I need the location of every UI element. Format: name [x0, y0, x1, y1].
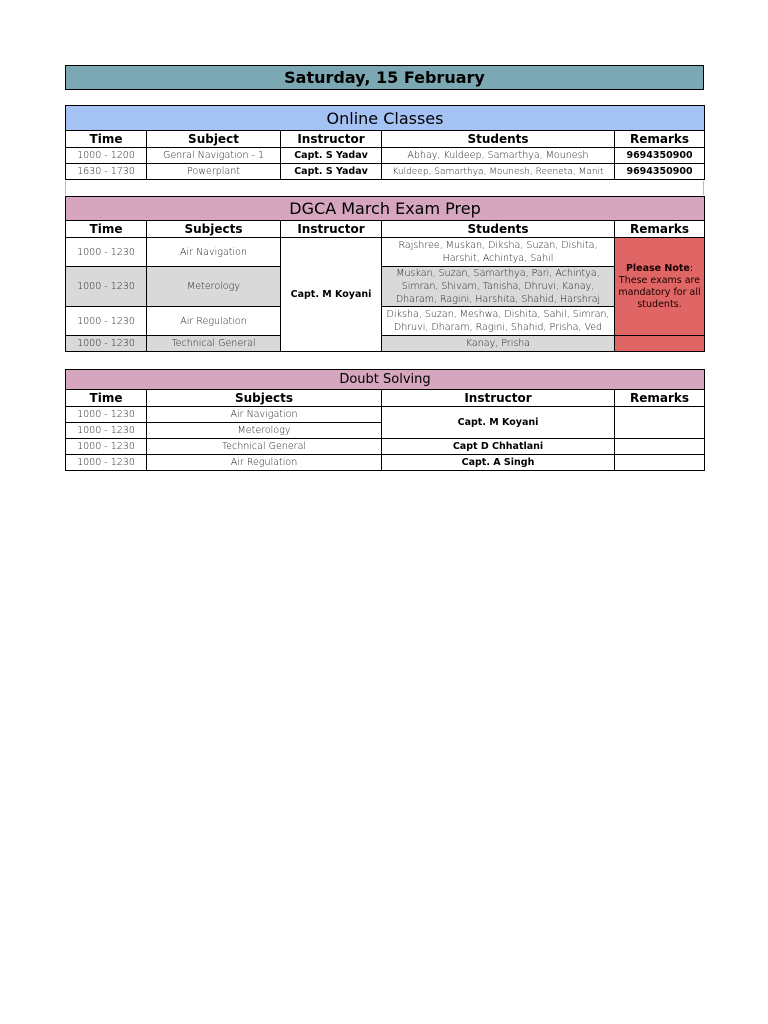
- table-row: [66, 307, 705, 336]
- doubt-solving-title: Doubt Solving: [66, 370, 705, 390]
- doubt-solving-table: [65, 369, 705, 471]
- subject-cell: Technical General: [147, 439, 382, 455]
- table-row: [66, 164, 705, 180]
- subject-cell: Meterology: [147, 423, 382, 439]
- dgca-exam-section: [65, 196, 704, 352]
- time-cell: 1000 - 1230: [66, 336, 147, 352]
- instructor-cell: Capt. S Yadav: [281, 164, 382, 180]
- subject-cell: Technical General: [147, 336, 281, 352]
- time-cell: 1000 - 1230: [66, 238, 147, 267]
- remarks-cell: 9694350900: [615, 164, 705, 180]
- students-cell: Kanay, Prisha: [382, 336, 615, 352]
- time-cell: 1000 - 1230: [66, 455, 147, 471]
- header-subject: Subject: [147, 131, 281, 148]
- time-cell: 1000 - 1230: [66, 439, 147, 455]
- time-cell: 1630 - 1730: [66, 164, 147, 180]
- header-time: Time: [66, 221, 147, 238]
- time-cell: 1000 - 1200: [66, 148, 147, 164]
- instructor-cell: Capt. S Yadav: [281, 148, 382, 164]
- students-cell: Diksha, Suzan, Meshwa, Dishita, Sahil, Simran, Dhruvi, Dharam, Ragini, Shahid, Prisha, Ved: [382, 307, 615, 336]
- dgca-exam-table: [65, 196, 705, 352]
- remarks-note-tail: [615, 336, 705, 352]
- section-spacer: [65, 181, 704, 195]
- header-time: Time: [66, 390, 147, 407]
- subject-cell: Genral Navigation - 1: [147, 148, 281, 164]
- table-row: [66, 455, 705, 471]
- header-instructor: Instructor: [382, 390, 615, 407]
- subject-cell: Air Regulation: [147, 455, 382, 471]
- subject-cell: Air Navigation: [147, 238, 281, 267]
- time-cell: 1000 - 1230: [66, 407, 147, 423]
- remarks-note-text: : These exams are mandatory for all students.: [618, 262, 701, 310]
- dgca-exam-title: DGCA March Exam Prep: [66, 197, 705, 221]
- subject-cell: Meterology: [147, 267, 281, 307]
- date-title: Saturday, 15 February: [65, 65, 704, 90]
- header-subjects: Subjects: [147, 390, 382, 407]
- subject-cell: Air Navigation: [147, 407, 382, 423]
- online-classes-title: Online Classes: [66, 106, 705, 131]
- instructor-cell: Capt D Chhatlani: [382, 439, 615, 455]
- header-remarks: Remarks: [615, 390, 705, 407]
- remarks-cell: [615, 407, 705, 439]
- instructor-cell: Capt. M Koyani: [382, 407, 615, 439]
- doubt-solving-section: [65, 369, 704, 471]
- table-row: [66, 407, 705, 423]
- header-instructor: Instructor: [281, 131, 382, 148]
- table-row: [66, 439, 705, 455]
- remarks-note-label: Please Note: [625, 262, 690, 274]
- header-students: Students: [382, 131, 615, 148]
- time-cell: 1000 - 1230: [66, 267, 147, 307]
- header-students: Students: [382, 221, 615, 238]
- table-row: [66, 336, 705, 352]
- header-subjects: Subjects: [147, 221, 281, 238]
- students-cell: Rajshree, Muskan, Diksha, Suzan, Dishita, Harshit, Achintya, Sahil: [382, 238, 615, 267]
- subject-cell: Powerplant: [147, 164, 281, 180]
- table-row: [66, 238, 705, 267]
- remarks-note: [615, 238, 705, 336]
- time-cell: 1000 - 1230: [66, 423, 147, 439]
- time-cell: 1000 - 1230: [66, 307, 147, 336]
- instructor-cell: Capt. A Singh: [382, 455, 615, 471]
- subject-cell: Air Regulation: [147, 307, 281, 336]
- remarks-cell: [615, 439, 705, 455]
- header-time: Time: [66, 131, 147, 148]
- header-remarks: Remarks: [615, 221, 705, 238]
- table-row: [66, 267, 705, 307]
- online-classes-section: [65, 105, 704, 180]
- remarks-cell: 9694350900: [615, 148, 705, 164]
- students-cell: Abhay, Kuldeep, Samarthya, Mounesh: [382, 148, 615, 164]
- instructor-cell: Capt. M Koyani: [281, 238, 382, 352]
- students-cell: Kuldeep, Samarthya, Mounesh, Reeneta, Manit: [382, 164, 615, 180]
- table-row: [66, 148, 705, 164]
- students-cell: Muskan, Suzan, Samarthya, Pari, Achintya, Simran, Shivam, Tanisha, Dhruvi, Kanay, Dharam, Ragini, Harshita, Shahid, Harshraj: [382, 267, 615, 307]
- remarks-cell: [615, 455, 705, 471]
- header-instructor: Instructor: [281, 221, 382, 238]
- online-classes-table: [65, 105, 705, 180]
- header-remarks: Remarks: [615, 131, 705, 148]
